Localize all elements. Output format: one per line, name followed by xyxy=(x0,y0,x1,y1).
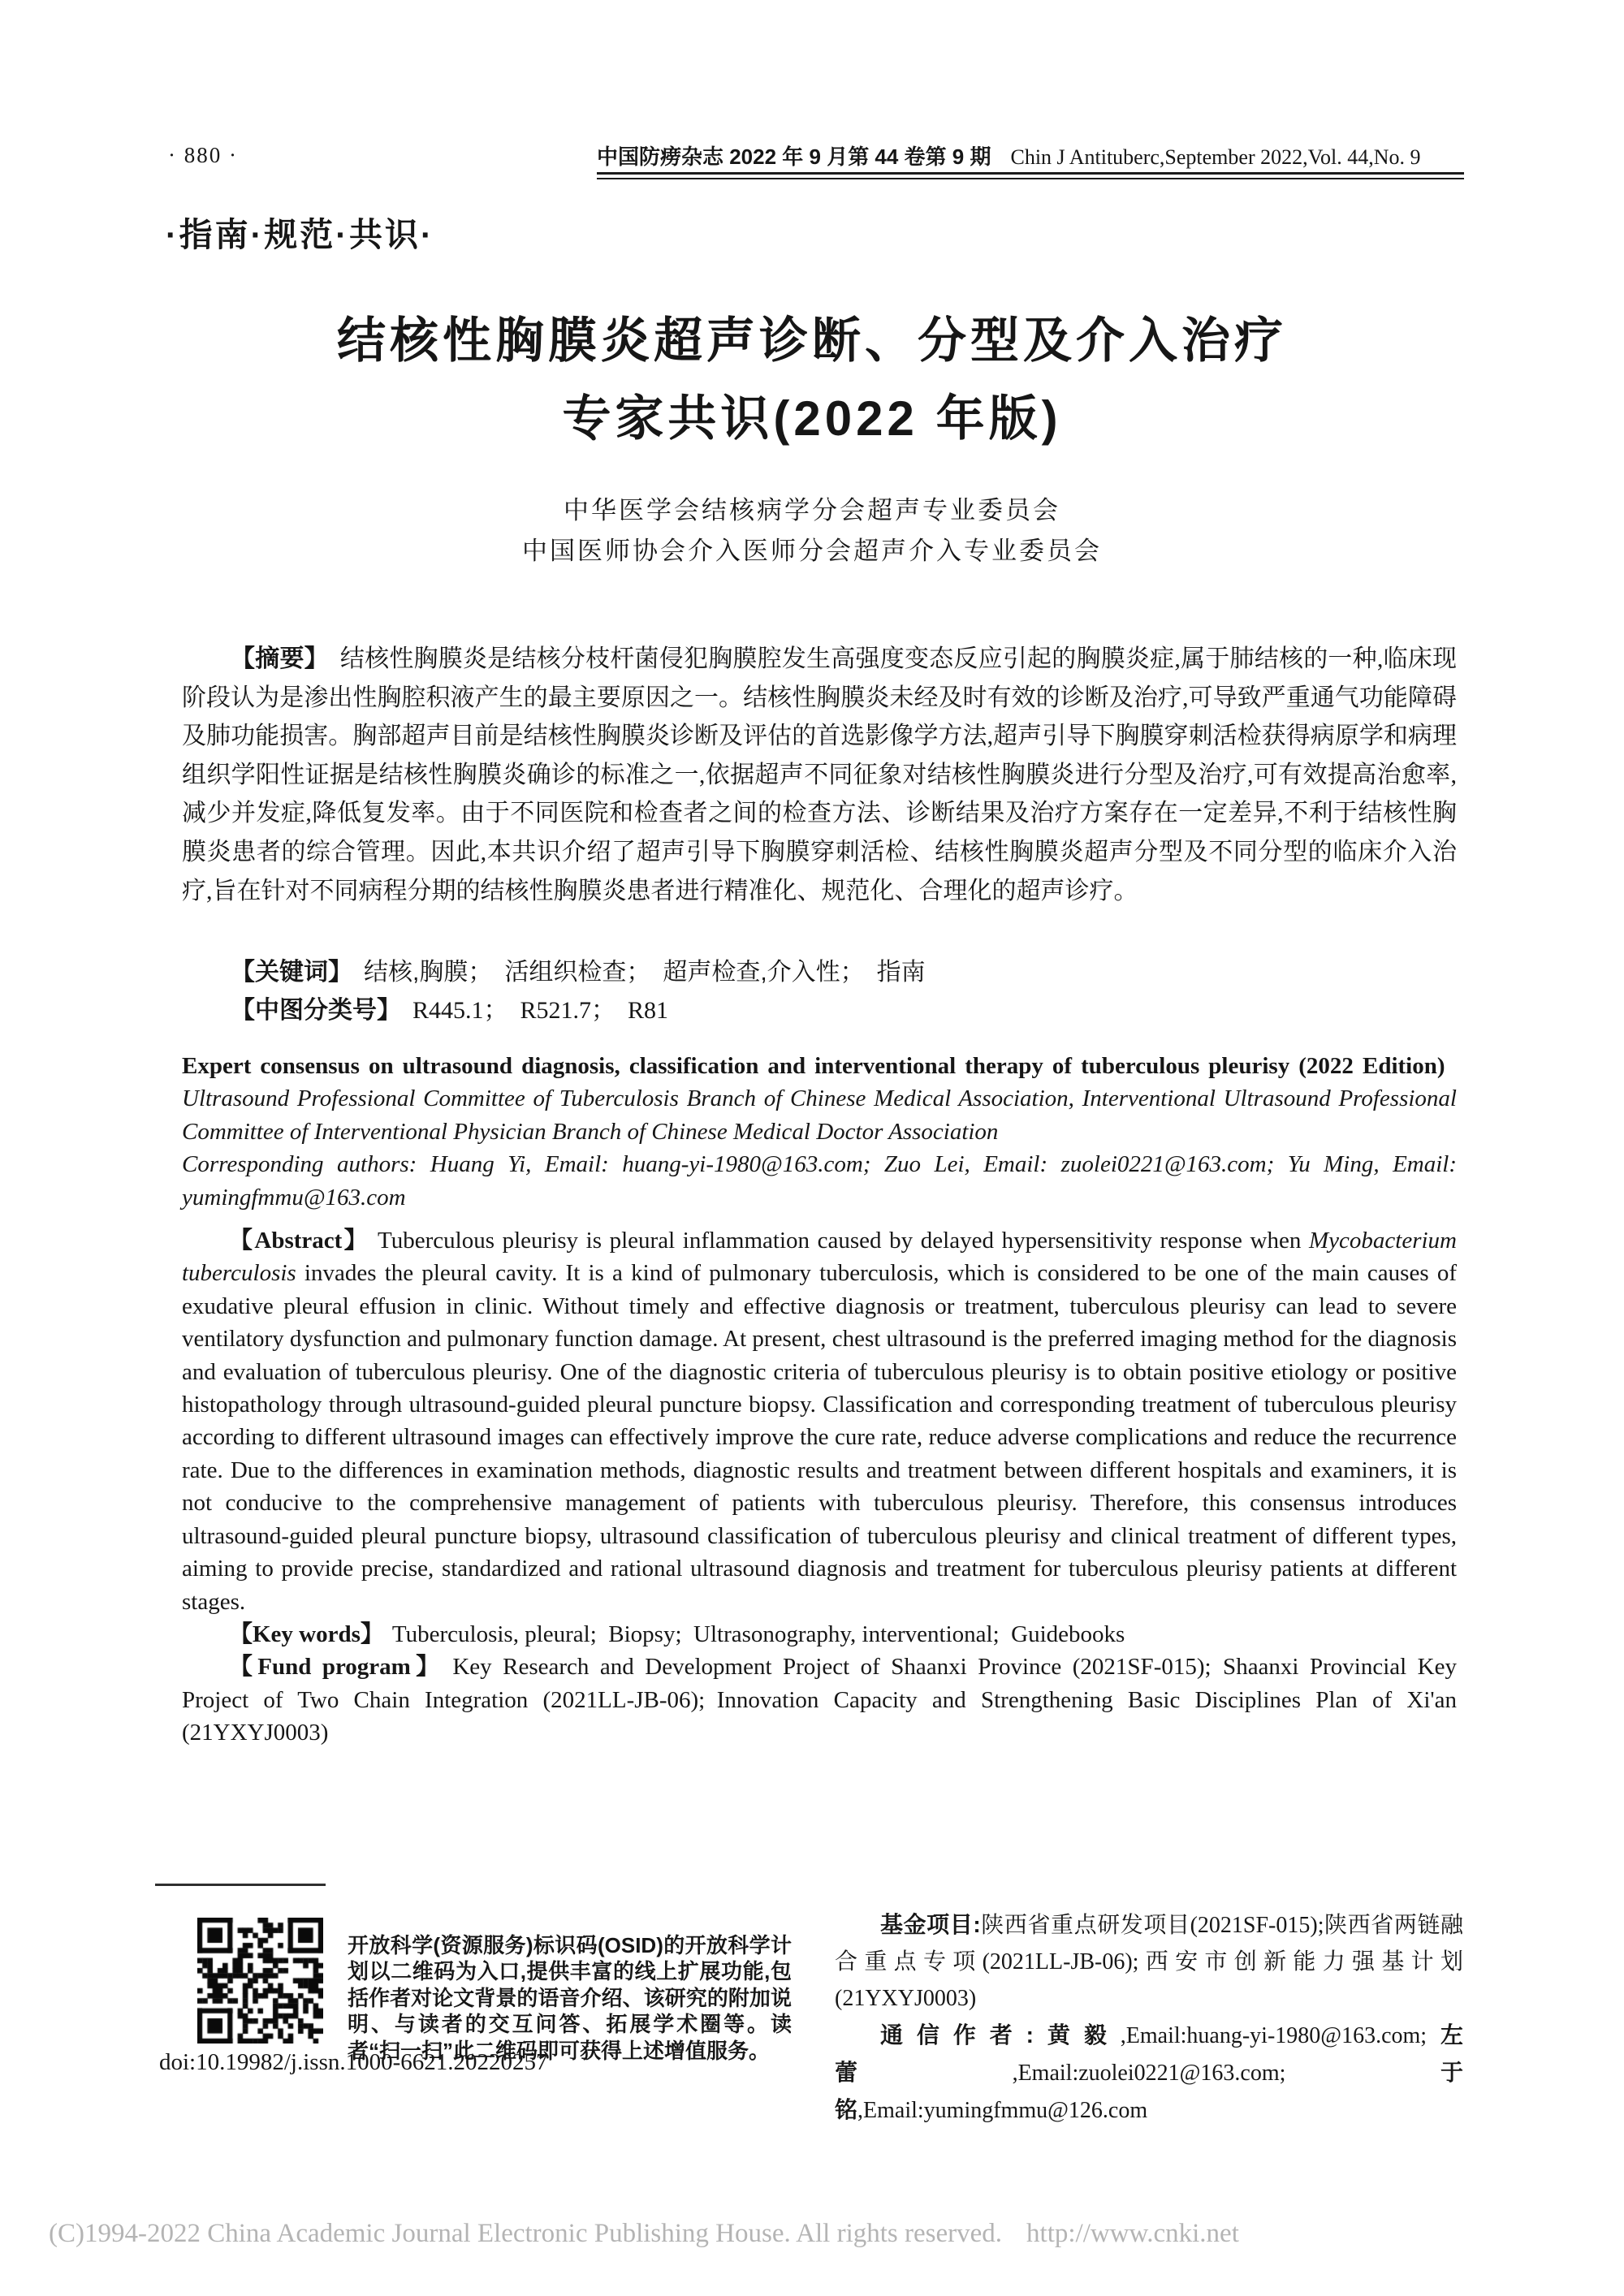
article-title-line2: 专家共识(2022 年版) xyxy=(562,391,1062,446)
keywords-en-text: Tuberculosis, pleural; Biopsy; Ultrasonography, interventional; Guidebooks xyxy=(391,1621,1125,1647)
section-label: ·指南·规范·共识· xyxy=(166,216,434,253)
abstract-en-text-2: invades the pleural cavity. It is a kind of pulmonary tuberculosis, which is considered to be one of the main causes of exudative pleural effusion in clinic. Without timely and effective diagnosis or treatment, tuberculous pleurisy can lead to severe ventilatory dysfunction and pulmonary function damage. At present, chest ultrasound is the preferred imaging method for the diagnosis and evaluation of tuberculous pleurisy. One of the diagnostic criteria of tuberculous pleurisy is to obtain positive etiology or positive histopathology through ultrasound-guided pleural puncture biopsy. Classification and corresponding treatment of tuberculous pleurisy according to different ultrasound images can effectively improve the cure rate, reduce adverse complications and reduce the recurrence rate. Due to the differences in examination methods, diagnostic results and treatment between different hospitals and examiners, it is not conducive to the comprehensive management of patients with tuberculous pleurisy. Therefore, this consensus introduces ultrasound-guided pleural puncture biopsy, ultrasound classification of tuberculous pleurisy and clinical treatment of different types, aiming to provide precise, standardized and rational ultrasound diagnosis and treatment for tuberculous pleurisy patients at different stages. xyxy=(182,1260,1457,1615)
author-organization-1: 中华医学会结核病学分会超声专业委员会 xyxy=(564,496,1060,524)
english-title: Expert consensus on ultrasound diagnosis, classification and interventional therapy of tuberculous pleurisy (2022 Edition) xyxy=(182,1053,1445,1079)
cnki-watermark-url: http://www.cnki.net xyxy=(1026,2219,1239,2248)
abstract-en-label: 【Abstract】 xyxy=(229,1228,370,1254)
abstract-en-species-italic: Mycobacterium tuberculosis xyxy=(182,1228,1457,1287)
corresponding-email-2: ,Email:zuolei0221@163.com; xyxy=(1012,2061,1286,2086)
corresponding-authors-cn xyxy=(835,2017,1463,2129)
corresponding-email-1: ,Email:huang-yi-1980@163.com; xyxy=(1120,2023,1427,2048)
journal-citation-cn: 中国防痨杂志 2022 年 9 月第 44 卷第 9 期 xyxy=(597,145,991,169)
corresponding-authors-en: Corresponding authors: Huang Yi, Email: huang-yi-1980@163.com; Zuo Lei, Email: zuolei0221@163.com; Yu Ming, Email: yumingfmmu@163.com xyxy=(182,1151,1457,1211)
corresponding-name-1: 黄毅 xyxy=(1034,2022,1121,2048)
corresponding-cn-label: 通信作者: xyxy=(880,2022,1034,2048)
abstract-cn-label: 【摘要】 xyxy=(231,645,329,672)
cnki-watermark-text: (C)1994-2022 China Academic Journal Electronic Publishing House. All rights reserved. xyxy=(49,2219,1003,2248)
keywords-en xyxy=(182,1618,1457,1651)
fund-program-en xyxy=(182,1651,1457,1749)
abstract-en xyxy=(182,1224,1457,1618)
clc-label: 【中图分类号】 xyxy=(231,997,401,1024)
cnki-watermark xyxy=(49,2219,1239,2249)
osid-qr-code xyxy=(197,1918,323,2044)
fund-program-en-text: Key Research and Development Project of Shaanxi Province (2021SF-015); Shaanxi Provincial Key Project of Two Chain Integration (2021LL-JB-06); Innovation Capacity and Strengthening Basic Disciplines Plan of Xi'an (21YXYJ0003) xyxy=(182,1654,1457,1746)
page-number: · 880 · xyxy=(168,143,238,167)
fund-project-cn xyxy=(835,1906,1463,2017)
keywords-en-label: 【Key words】 xyxy=(229,1621,384,1647)
doi: doi:10.19982/j.issn.1000-6621.20220257 xyxy=(159,2049,548,2075)
keywords-cn-label: 【关键词】 xyxy=(231,959,352,986)
clc-text: R445.1； R521.7； R81 xyxy=(412,997,669,1024)
keywords-cn xyxy=(182,952,1457,987)
header-rule xyxy=(597,172,1464,179)
fund-program-en-label: 【Fund program】 xyxy=(229,1654,445,1681)
english-committees: Ultrasound Professional Committee of Tuberculosis Branch of Chinese Medical Association, Interventional Ultrasound Professional Committee of Interventional Physician Branch of Chinese Medical Doctor Association xyxy=(182,1085,1457,1145)
corresponding-name-3: 于铭 xyxy=(835,2060,1463,2122)
osid-description: 开放科学(资源服务)标识码(OSID)的开放科学计划以二维码为入口,提供丰富的线上扩展功能,包括作者对论文背景的语音介绍、该研究的附加说明、与读者的交互问答、拓展学术圈等。读者“扫一扫”此二维码即可获得上述增值服务。 xyxy=(348,1933,792,2063)
keywords-cn-text: 结核,胸膜； 活组织检查； 超声检查,介入性； 指南 xyxy=(364,959,926,986)
corresponding-email-3: ,Email:yumingfmmu@126.com xyxy=(857,2098,1148,2123)
abstract-cn xyxy=(182,640,1457,910)
article-title-line1: 结核性胸膜炎超声诊断、分型及介入治疗 xyxy=(337,313,1287,368)
journal-citation-en: Chin J Antituberc,September 2022,Vol. 44,No. 9 xyxy=(1010,145,1421,169)
fund-project-cn-text: 陕西省重点研发项目(2021SF-015);陕西省两链融合重点专项(2021LL-JB-06);西安市创新能力强基计划(21YXYJ0003) xyxy=(835,1913,1463,2011)
english-block xyxy=(182,1050,1457,1750)
footnote-right xyxy=(835,1906,1463,2129)
fund-project-cn-label: 基金项目: xyxy=(880,1912,981,1937)
corresponding-name-2: 左蕾 xyxy=(835,2022,1463,2085)
abstract-en-text-1: Tuberculous pleurisy is pleural inflammation caused by delayed hypersensitivity response when xyxy=(378,1228,1309,1254)
footnote-rule xyxy=(155,1884,326,1886)
abstract-cn-text: 结核性胸膜炎是结核分枝杆菌侵犯胸膜腔发生高强度变态反应引起的胸膜炎症,属于肺结核的一种,临床现阶段认为是渗出性胸腔积液产生的最主要原因之一。结核性胸膜炎未经及时有效的诊断及治疗,可导致严重通气功能障碍及肺功能损害。胸部超声目前是结核性胸膜炎诊断及评估的首选影像学方法,超声引导下胸膜穿刺活检获得病原学和病理组织学阳性证据是结核性胸膜炎确诊的标准之一,依据超声不同征象对结核性胸膜炎进行分型及治疗,可有效提高治愈率,减少并发症,降低复发率。由于不同医院和检查者之间的检查方法、诊断结果及治疗方案存在一定差异,不利于结核性胸膜炎患者的综合管理。因此,本共识介绍了超声引导下胸膜穿刺活检、结核性胸膜炎超声分型及不同分型的临床介入治疗,旨在针对不同病程分期的结核性胸膜炎患者进行精准化、规范化、合理化的超声诊疗。 xyxy=(182,645,1458,904)
english-title-paragraph xyxy=(182,1050,1457,1148)
clc-number xyxy=(182,990,1457,1025)
author-organization-2: 中国医师协会介入医师分会超声介入专业委员会 xyxy=(522,537,1102,565)
journal-citation xyxy=(597,140,1464,170)
